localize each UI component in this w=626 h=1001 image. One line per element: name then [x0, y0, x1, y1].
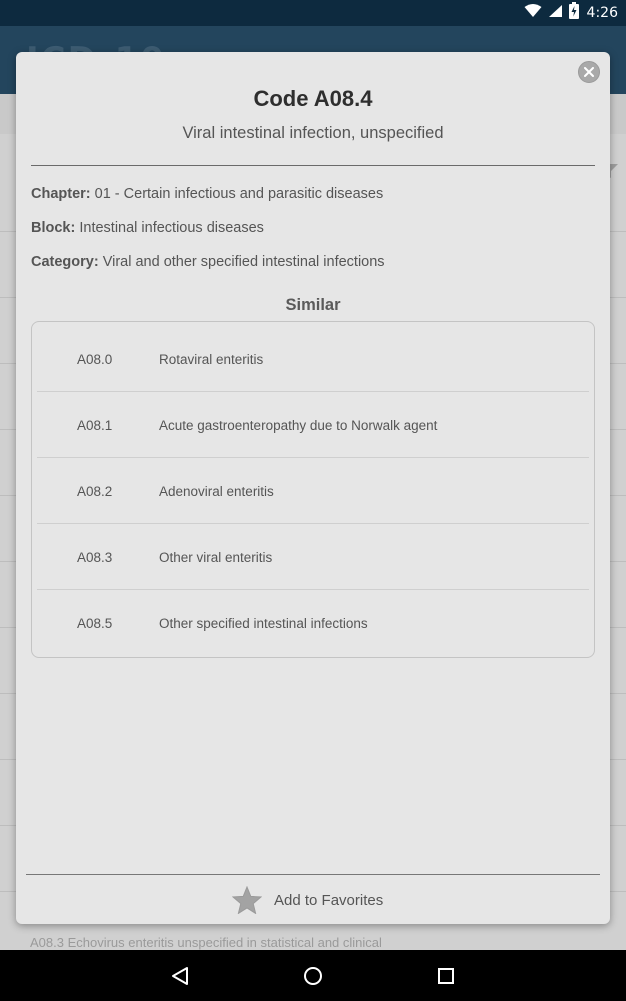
category-label: Category: [31, 254, 99, 270]
recents-icon [437, 967, 455, 985]
home-icon [303, 966, 323, 986]
block-label: Block: [31, 220, 76, 236]
add-to-favorites-button[interactable] [232, 884, 383, 916]
similar-item[interactable] [37, 326, 589, 392]
star-icon [232, 886, 262, 914]
similar-item-code: A08.3 [77, 549, 113, 565]
block-value: Intestinal infectious diseases [75, 220, 264, 236]
code-detail-dialog [16, 52, 610, 924]
similar-item[interactable] [37, 590, 589, 656]
similar-item-desc: Other viral enteritis [159, 549, 273, 565]
similar-item-code: A08.5 [77, 615, 113, 631]
battery-icon [569, 2, 579, 24]
navigation-bar [0, 950, 626, 1001]
block-line [31, 220, 264, 236]
similar-list [31, 321, 595, 658]
status-bar [0, 0, 626, 26]
chapter-label: Chapter: [31, 186, 91, 202]
status-time: 4:26 [586, 5, 618, 21]
close-button[interactable] [578, 61, 600, 83]
background-row-text: A08.3 Echovirus enteritis unspecified in statistical and clinical [30, 935, 382, 950]
similar-item-desc: Rotaviral enteritis [159, 351, 264, 367]
recents-button[interactable] [433, 963, 459, 989]
chapter-value: 01 - Certain infectious and parasitic diseases [90, 186, 384, 202]
close-icon [584, 67, 594, 77]
similar-item-code: A08.2 [77, 483, 113, 499]
category-line [31, 254, 385, 270]
similar-item[interactable] [37, 458, 589, 524]
back-button[interactable] [167, 963, 193, 989]
similar-item-code: A08.1 [77, 417, 113, 433]
cell-signal-icon [548, 4, 563, 23]
similar-item-desc: Acute gastroenteropathy due to Norwalk agent [159, 417, 438, 433]
add-to-favorites-label: Add to Favorites [274, 891, 384, 909]
category-value: Viral and other specified intestinal infections [98, 254, 385, 270]
similar-item[interactable] [37, 392, 589, 458]
similar-item[interactable] [37, 524, 589, 590]
back-icon [170, 966, 190, 986]
status-icons [524, 4, 618, 22]
dialog-subtitle: Viral intestinal infection, unspecified [182, 124, 444, 142]
chapter-line [31, 186, 383, 202]
wifi-icon [524, 4, 542, 23]
similar-item-desc: Adenoviral enteritis [159, 483, 274, 499]
footer-divider [26, 874, 600, 875]
similar-item-desc: Other specified intestinal infections [159, 615, 368, 631]
similar-item-code: A08.0 [77, 351, 113, 367]
divider [31, 165, 595, 166]
home-button[interactable] [300, 963, 326, 989]
similar-heading: Similar [285, 296, 341, 314]
dialog-title: Code A08.4 [253, 86, 373, 111]
